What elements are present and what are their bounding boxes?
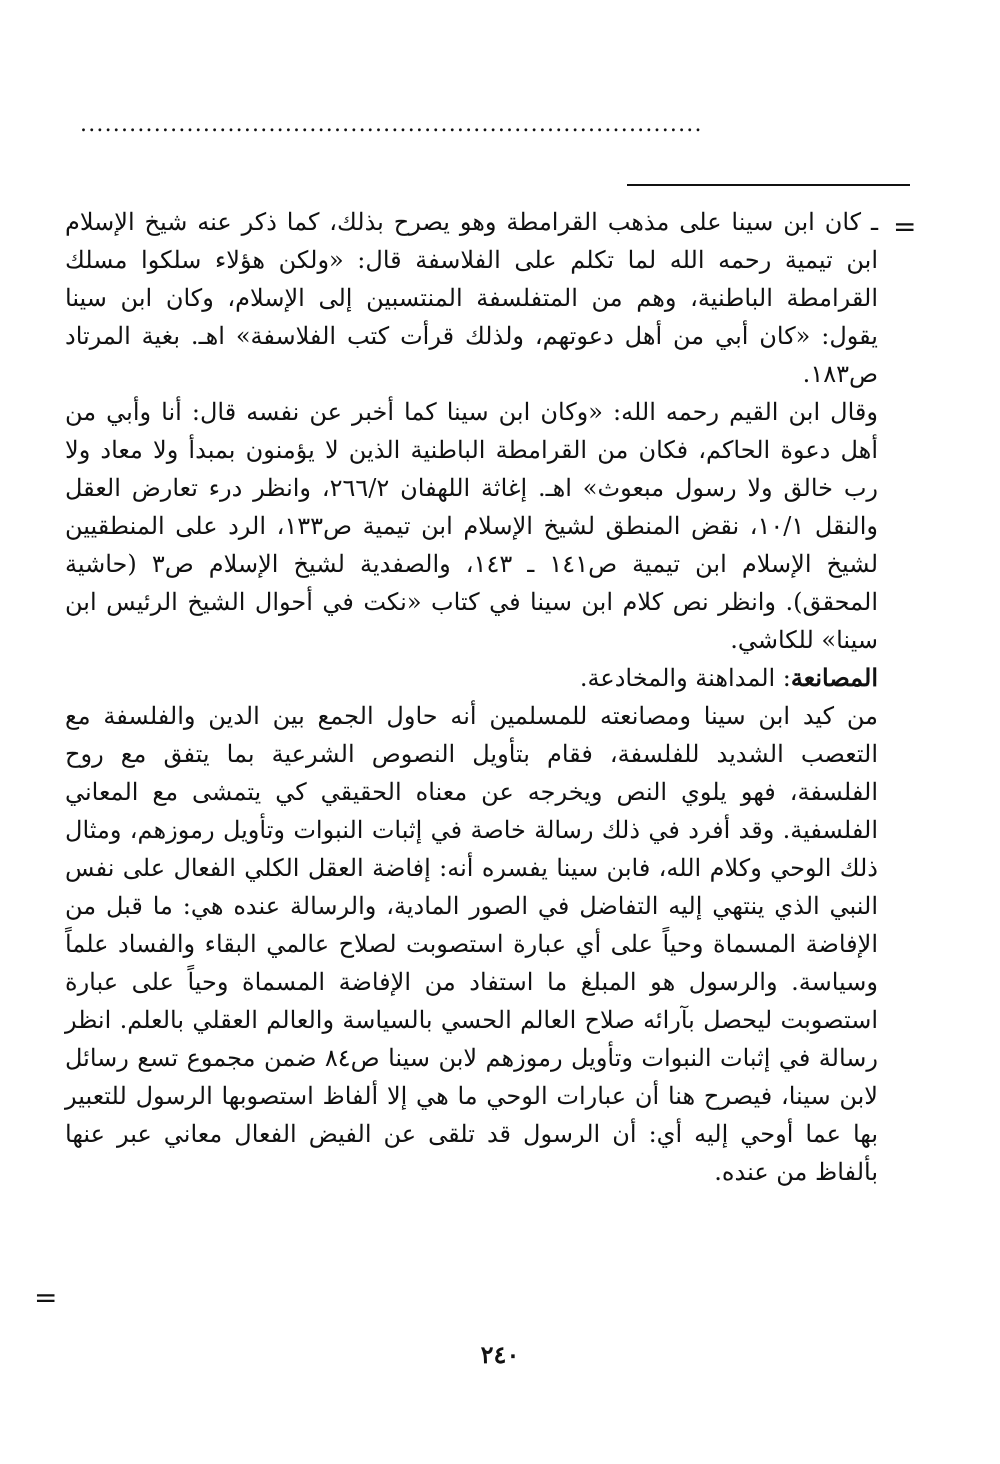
continuation-marker-top: = [893, 210, 917, 243]
definition-text: : المداهنة والمخادعة. [579, 664, 791, 692]
continuation-marker-bottom: = [34, 1281, 58, 1314]
footnote-rule [627, 184, 910, 186]
footnote-body [65, 203, 878, 1191]
footnote-paragraph-1: ـ كان ابن سينا على مذهب القرامطة وهو يصرح بذلك، كما ذكر عنه شيخ الإسلام ابن تيمية رحمه الله لما تكلم على الفلاسفة قال: «ولكن هؤلاء سلكوا مسلك القرامطة الباطنية، وهم من المتفلسفة المنتسبين إلى الإسلام، وكان ابن سينا يقول: «كان أبي من أهل دعوتهم، ولذلك قرأت كتب الفلاسفة» اهـ. بغية المرتاد ص١٨٣. [65, 208, 878, 388]
separator-dots: ............................................................................ [80, 112, 703, 137]
definition-line [65, 659, 878, 697]
page-number: ٢٤٠ [480, 1340, 520, 1369]
footnote-paragraph-3: من كيد ابن سينا ومصانعته للمسلمين أنه حاول الجمع بين الدين والفلسفة مع التعصب الشديد للفلسفة، فقام بتأويل النصوص الشرعية بما يتفق مع روح الفلسفة، فهو يلوي النص ويخرجه عن معناه الحقيقي كي يتمشى مع المعاني الفلسفية. وقد أفرد في ذلك رسالة خاصة في إثبات النبوات وتأويل رموزهم، ومثال ذلك الوحي وكلام الله، فابن سينا يفسره أنه: إفاضة العقل الكلي الفعال على نفس النبي الذي ينتهي إليه التفاضل في الصور المادية، والرسالة عنده هي: ما قبل من الإفاضة المسماة وحياً على أي عبارة استصوبت لصلاح عالمي البقاء والفساد علماً وسياسة. والرسول هو المبلغ ما استفاد من الإفاضة المسماة وحياً على عبارة استصوبت ليحصل بآرائه صلاح العالم الحسي بالسياسة والعالم العقلي بالعلم. انظر رسالة في إثبات النبوات وتأويل رموزهم لابن سينا ص٨٤ ضمن مجموع تسع رسائل لابن سينا، فيصرح هنا أن عبارات الوحي ما هي إلا ألفاظ استصوبها الرسول للتعبير بها عما أوحي إليه أي: أن الرسول قد تلقى عن الفيض الفعال معاني عبر عنها بألفاظ من عنده. [65, 702, 878, 1186]
footnote-paragraph-2: وقال ابن القيم رحمه الله: «وكان ابن سينا كما أخبر عن نفسه قال: أنا وأبي من أهل دعوة الحاكم، فكان من القرامطة الباطنية الذين لا يؤمنون بمبدأ ولا معاد ولا رب خالق ولا رسول مبعوث» اهـ. إغاثة اللهفان ٢٦٦/٢، وانظر درء تعارض العقل والنقل ١٠/١، نقض المنطق لشيخ الإسلام ابن تيمية ص١٣٣، الرد على المنطقيين لشيخ الإسلام ابن تيمية ص١٤١ ـ ١٤٣، والصفدية لشيخ الإسلام ص٣ (حاشية المحقق). وانظر نص كلام ابن سينا في كتاب «نكت في أحوال الشيخ الرئيس ابن سينا» للكاشي. [65, 398, 879, 654]
definition-term: المصانعة [790, 663, 878, 692]
